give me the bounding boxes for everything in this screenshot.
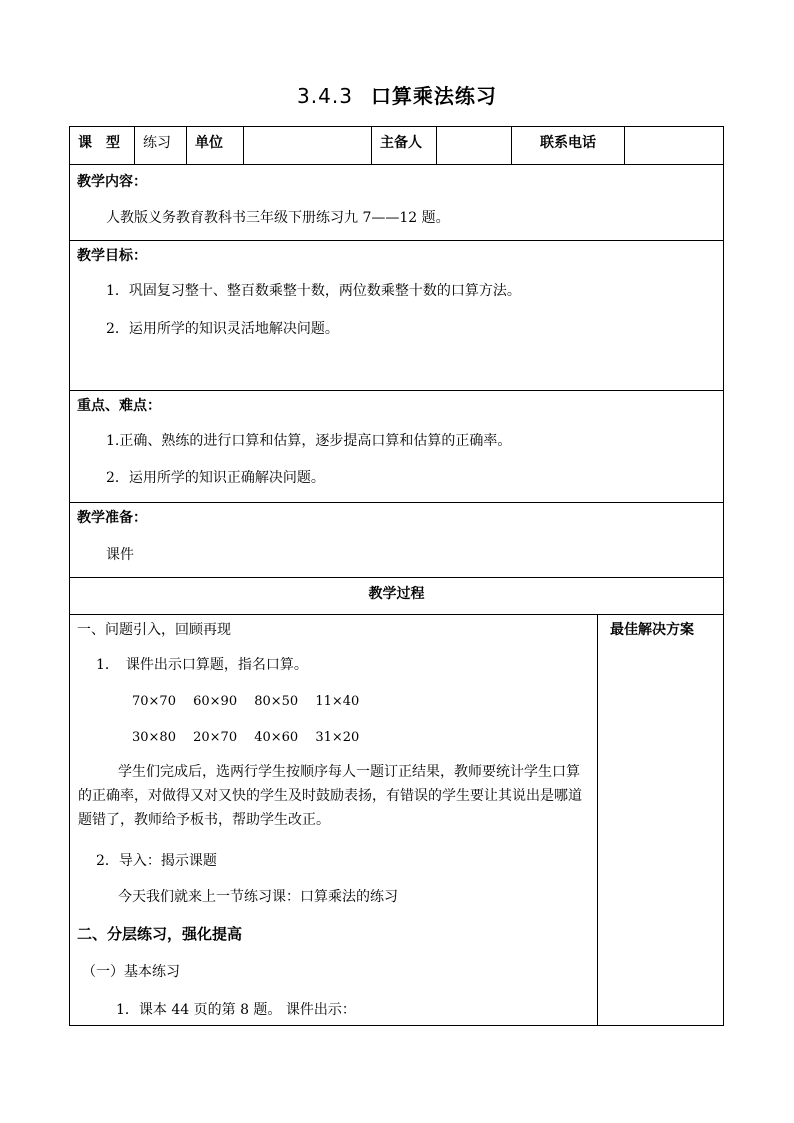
content-heading: 教学内容：: [77, 174, 147, 190]
unit-value: [244, 127, 372, 164]
calc-row-1: 70×70 60×90 80×50 11×40: [132, 694, 360, 709]
subsection-item: 1．课本 44 页的第 8 题。 课件出示：: [116, 1002, 356, 1018]
page-title: [0, 80, 794, 109]
type-value: 练习: [135, 127, 187, 164]
goal-item: 1．巩固复习整十、整百数乘整十数，两位数乘整十数的口算方法。: [106, 283, 521, 299]
process-heading-row: [70, 578, 723, 615]
lesson-plan-table: [69, 126, 724, 1026]
process-item-2: 2．导入：揭示课题: [96, 853, 217, 869]
phone-value: [625, 127, 723, 164]
content-text: 人教版义务教育教科书三年级下册练习九 7——12 题。: [106, 210, 450, 226]
goal-item: 2．运用所学的知识灵活地解决问题。: [106, 321, 339, 337]
section2-title: 二、分层练习，强化提高: [77, 925, 243, 943]
preparer-value: [437, 127, 512, 164]
type-label: 课 型: [70, 127, 135, 164]
key-points-section: [70, 391, 723, 503]
title-text: 口算乘法练习: [370, 84, 497, 108]
unit-label: 单位: [187, 127, 244, 164]
preparation-section: [70, 503, 723, 578]
goals-section: [70, 241, 723, 391]
content-section: [70, 165, 723, 241]
column-divider: [597, 615, 598, 1025]
calc-row-2: 30×80 20×70 40×60 31×20: [132, 730, 360, 745]
title-number: 3.4.3: [297, 84, 353, 108]
section1-title: 一、问题引入，回顾再现: [77, 622, 231, 638]
preparation-heading: 教学准备：: [77, 510, 147, 526]
goals-heading: 教学目标：: [77, 248, 147, 264]
side-heading: 最佳解决方案: [610, 622, 694, 638]
process-intro: 今天我们就来上一节练习课：口算乘法的练习: [118, 889, 398, 905]
process-paragraph: 学生们完成后，选两行学生按顺序每人一题订正结果，教师要统计学生口算的正确率，对做得又对又快的学生及时鼓励表扬，有错误的学生要让其说出是哪道题错了，教师给予板书，帮助学生改正。: [78, 764, 582, 828]
key-points-heading: 重点、难点：: [77, 398, 161, 414]
phone-label: 联系电话: [512, 127, 625, 164]
preparer-label: 主备人: [372, 127, 437, 164]
key-point-item: 1.正确、熟练的进行口算和估算，逐步提高口算和估算的正确率。: [106, 433, 512, 449]
subsection-title: （一）基本练习: [82, 964, 180, 980]
key-point-item: 2．运用所学的知识正确解决问题。: [106, 470, 325, 486]
header-row: [70, 127, 723, 165]
process-heading: 教学过程: [368, 586, 425, 602]
process-item-1: 1． 课件出示口算题，指名口算。: [96, 657, 308, 673]
preparation-text: 课件: [106, 547, 134, 563]
